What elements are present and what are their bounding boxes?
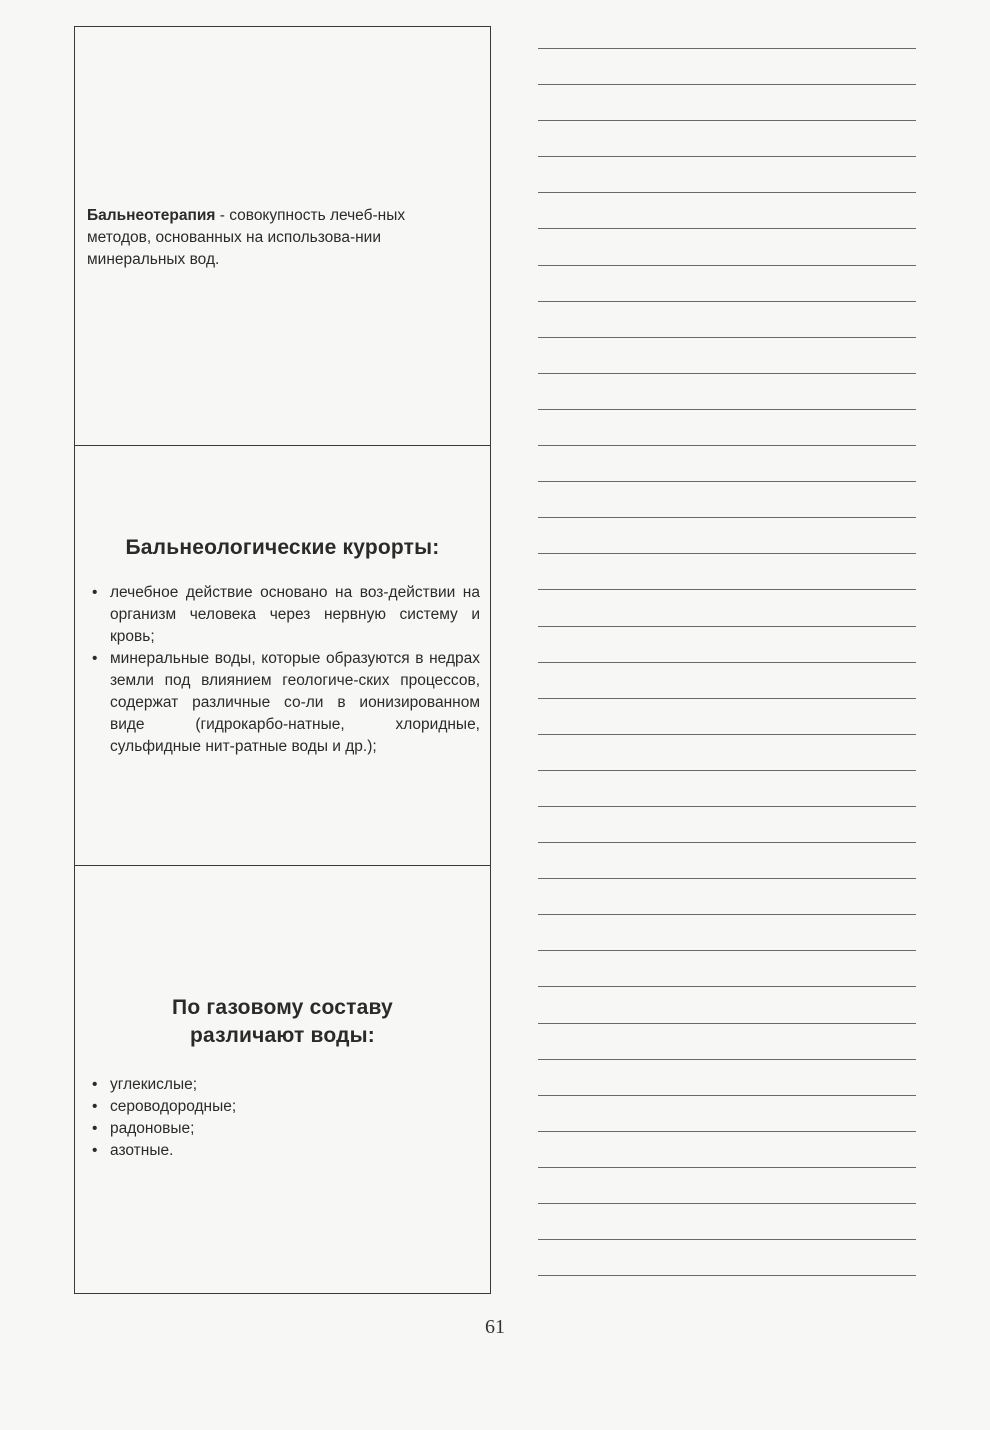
note-line [538,373,916,374]
note-line [538,914,916,915]
note-line [538,265,916,266]
note-line [538,553,916,554]
note-line [538,156,916,157]
list-item: • лечебное действие основано на воз-действии на организм человека через нервную систему и кровь; [85,582,480,648]
note-lines [538,48,916,1311]
slide-gas-composition [74,866,491,1294]
note-line [538,986,916,987]
definition-term: Бальнеотерапия [87,207,216,224]
note-line [538,626,916,627]
list-item: • азотные. [85,1140,480,1162]
note-line [538,120,916,121]
slide-balneological-resorts [74,446,491,866]
note-line [538,842,916,843]
note-line [538,950,916,951]
note-line [538,1023,916,1024]
note-line [538,48,916,49]
heading-line: различают воды: [189,1024,376,1047]
note-line [538,662,916,663]
heading-line: По газовому составу [172,996,393,1019]
list-item: • минеральные воды, которые образуются в недрах земли под влиянием геологиче-ских процессов, содержат различные со-ли в ионизированном виде (гидрокарбо-натные, хлоридные, сульфидные нит-ратные воды и др.); [85,648,480,758]
slide-balneotherapy [74,26,491,446]
note-line [538,734,916,735]
bullet-list [85,1074,480,1162]
definition-body: - совокупность лечеб-ных методов, основанных на использова-нии минеральных вод. [87,207,406,268]
list-item: • сероводородные; [85,1096,480,1118]
slide-heading: Бальнеологические курорты: [125,536,440,559]
note-line [538,589,916,590]
slides-column [74,26,491,1294]
note-line [538,1275,916,1276]
note-line [538,1167,916,1168]
note-line [538,1095,916,1096]
definition-text [87,205,472,271]
page-number: 61 [485,1316,505,1338]
note-line [538,1059,916,1060]
note-line [538,1239,916,1240]
note-line [538,337,916,338]
bullet-list [85,582,480,758]
note-line [538,192,916,193]
note-line [538,698,916,699]
slide-heading [75,994,490,1050]
note-line [538,1131,916,1132]
note-line [538,770,916,771]
note-line [538,301,916,302]
note-line [538,84,916,85]
note-line [538,445,916,446]
note-line [538,878,916,879]
list-item: • радоновые; [85,1118,480,1140]
note-line [538,1203,916,1204]
note-line [538,228,916,229]
list-item: • углекислые; [85,1074,480,1096]
note-line [538,409,916,410]
note-line [538,481,916,482]
note-line [538,517,916,518]
note-line [538,806,916,807]
